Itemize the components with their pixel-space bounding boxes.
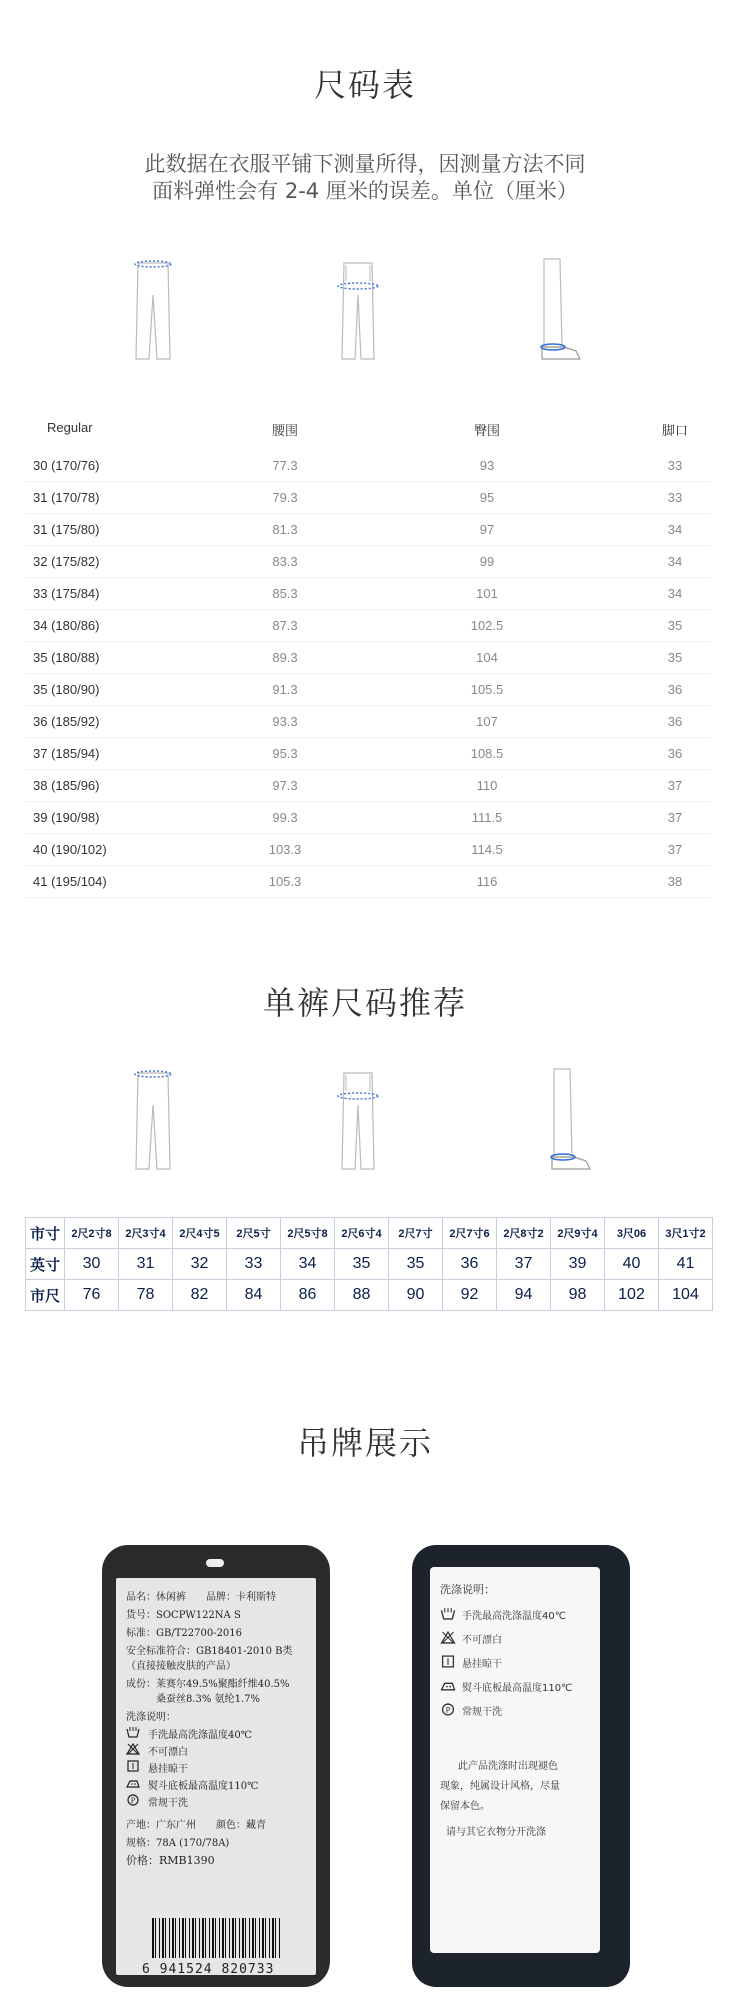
hip-cell: 93: [479, 458, 495, 473]
care-hang-dry-icon: [126, 1760, 140, 1772]
grid-cell: 2尺4寸5: [173, 1218, 227, 1249]
grid-cell: 2尺6寸4: [335, 1218, 389, 1249]
hem-cell: 34: [667, 586, 683, 601]
grid-cell: 33: [227, 1249, 281, 1280]
hip-cell: 108.5: [470, 746, 504, 761]
table-row: [25, 578, 710, 610]
trouser-hem-icon: [540, 1065, 610, 1173]
grid-cell: 2尺5寸: [227, 1218, 281, 1249]
hip-cell: 102.5: [470, 618, 504, 633]
waist-cell: 89.3: [272, 650, 298, 665]
grid-cell: 2尺3寸4: [119, 1218, 173, 1249]
care-line: 熨斗底板最高温度110℃: [148, 1781, 259, 1792]
size-chart-intro-1: 此数据在衣服平铺下测量所得，因测量方法不同: [144, 152, 586, 176]
tag-line: 品名：休闲裤 品牌：卡利斯特: [126, 1592, 276, 1603]
size-cell: 35 (180/90): [33, 682, 100, 697]
size-cell: 32 (175/82): [33, 554, 100, 569]
hem-cell: 38: [667, 874, 683, 889]
waist-cell: 85.3: [272, 586, 298, 601]
grid-cell: 2尺7寸: [389, 1218, 443, 1249]
waist-cell: 83.3: [272, 554, 298, 569]
tag-line: 产地：广东广州 颜色：藏青: [126, 1820, 266, 1831]
hip-cell: 116: [476, 874, 498, 889]
tag-line: 规格：78A (170/78A): [126, 1838, 230, 1849]
grid-cell: 2尺8寸2: [497, 1218, 551, 1249]
hem-cell: 37: [667, 810, 683, 825]
hem-cell: 35: [667, 618, 683, 633]
size-cell: 33 (175/84): [33, 586, 100, 601]
trouser-hem-icon: [530, 255, 600, 363]
table-row: [25, 482, 710, 514]
grid-cell: 92: [443, 1280, 497, 1311]
grid-cell: 37: [497, 1249, 551, 1280]
barcode-number: 6 941524 820733: [142, 1962, 275, 1977]
table-row: [25, 802, 710, 834]
size-chart-header-row: [25, 412, 710, 450]
hem-cell: 33: [667, 490, 683, 505]
hip-cell: 104: [476, 650, 498, 665]
care-hang-dry-icon: [440, 1655, 456, 1671]
grid-cell: 82: [173, 1280, 227, 1311]
care-line: 熨斗底板最高温度110℃: [462, 1683, 573, 1694]
size-cell: 41 (195/104): [33, 874, 107, 889]
trouser-waist-icon: [128, 1065, 178, 1173]
shi-chi-row: [26, 1280, 713, 1311]
care-no-bleach-icon: [126, 1743, 140, 1755]
tag-line: 安全标准符合：GB18401-2010 B类: [126, 1646, 293, 1657]
waist-cell: 79.3: [272, 490, 298, 505]
table-row: [25, 450, 710, 482]
trouser-hip-icon: [328, 1065, 388, 1173]
size-cell: 35 (180/88): [33, 650, 100, 665]
waist-cell: 105.3: [268, 874, 302, 889]
care-line: 悬挂晾干: [148, 1764, 188, 1775]
inch-row: [26, 1249, 713, 1280]
hem-cell: 36: [667, 746, 683, 761]
size-cell: 39 (190/98): [33, 810, 100, 825]
size-chart-title: 尺码表: [313, 66, 416, 104]
tag-line: 货号：SOCPW122NA S: [126, 1610, 241, 1621]
care-line: 常规干洗: [148, 1798, 188, 1809]
tag-line: 桑蚕丝8.3% 氨纶1.7%: [126, 1694, 260, 1705]
grid-cell: 35: [335, 1249, 389, 1280]
table-row: [25, 610, 710, 642]
tag-line: 洗涤说明：: [126, 1712, 176, 1723]
grid-cell: 35: [389, 1249, 443, 1280]
hip-cell: 114.5: [471, 842, 503, 857]
svg-text:P: P: [130, 1797, 136, 1805]
grid-cell: 2尺7寸6: [443, 1218, 497, 1249]
grid-cell: 39: [551, 1249, 605, 1280]
grid-cell: 2尺2寸8: [65, 1218, 119, 1249]
care-line: 手洗最高洗涤温度40℃: [462, 1611, 566, 1622]
grid-cell: 94: [497, 1280, 551, 1311]
grid-cell: 84: [227, 1280, 281, 1311]
care-iron-icon: [440, 1679, 456, 1695]
care-note: 保留本色。: [440, 1801, 490, 1812]
size-cell: 36 (185/92): [33, 714, 100, 729]
hem-cell: 37: [667, 778, 683, 793]
hem-cell: 34: [667, 522, 683, 537]
column-header-hem: 脚口: [661, 423, 688, 438]
tag-price: 价格：RMB1390: [126, 1854, 215, 1867]
care-label: [430, 1567, 600, 1953]
recommendation-title: 单裤尺码推荐: [262, 984, 467, 1022]
grid-cell: 36: [443, 1249, 497, 1280]
waist-cell: 81.3: [272, 522, 298, 537]
grid-cell: 32: [173, 1249, 227, 1280]
hip-cell: 97: [479, 522, 495, 537]
grid-cell: 31: [119, 1249, 173, 1280]
trouser-waist-icon: [128, 255, 178, 363]
row-label-shi-cun: 市寸: [26, 1218, 65, 1249]
care-wash-icon: [126, 1726, 140, 1738]
grid-cell: 3尺06: [605, 1218, 659, 1249]
tag-hole: [206, 1559, 224, 1567]
tag-line: （直接接触皮肤的产品）: [126, 1661, 236, 1672]
grid-cell: 90: [389, 1280, 443, 1311]
table-row: [25, 514, 710, 546]
tag-line: 成份：莱赛尔49.5%聚酯纤维40.5%: [126, 1679, 290, 1690]
grid-cell: 102: [605, 1280, 659, 1311]
row-label-shi-chi: 市尺: [26, 1280, 65, 1311]
grid-cell: 41: [659, 1249, 713, 1280]
table-row: [25, 706, 710, 738]
hem-cell: 34: [667, 554, 683, 569]
grid-cell: 30: [65, 1249, 119, 1280]
grid-cell: 2尺9寸4: [551, 1218, 605, 1249]
waist-cell: 77.3: [272, 458, 298, 473]
hem-cell: 36: [667, 682, 683, 697]
care-line: 手洗最高洗涤温度40℃: [148, 1730, 252, 1741]
hem-cell: 35: [667, 650, 683, 665]
grid-cell: 34: [281, 1249, 335, 1280]
care-line: 不可漂白: [462, 1635, 502, 1646]
care-iron-icon: [126, 1777, 140, 1789]
hangtag-back: [412, 1545, 630, 1987]
table-row: [25, 834, 710, 866]
row-label-inch: 英寸: [26, 1249, 65, 1280]
waist-cell: 99.3: [272, 810, 298, 825]
care-dry-clean-icon: [440, 1703, 456, 1719]
size-recommendation-grid: [25, 1217, 713, 1311]
hip-cell: 95: [479, 490, 495, 505]
waist-cell: 97.3: [272, 778, 298, 793]
size-cell: 31 (175/80): [33, 522, 100, 537]
hip-cell: 99: [479, 554, 495, 569]
grid-cell: 40: [605, 1249, 659, 1280]
column-header-waist: 腰围: [271, 423, 298, 438]
hip-cell: 107: [476, 714, 498, 729]
hip-cell: 101: [476, 586, 498, 601]
column-header-regular: Regular: [47, 420, 93, 435]
svg-text:P: P: [445, 1705, 451, 1715]
care-note: 请与其它衣物分开洗涤: [446, 1827, 546, 1838]
grid-cell: 104: [659, 1280, 713, 1311]
hip-cell: 110: [476, 778, 498, 793]
table-row: [25, 674, 710, 706]
table-row: [25, 642, 710, 674]
table-row: [25, 738, 710, 770]
grid-cell: 78: [119, 1280, 173, 1311]
size-chart-intro-2: 面料弹性会有 2-4 厘米的误差。单位（厘米）: [152, 179, 578, 203]
care-wash-icon: [440, 1607, 456, 1623]
care-note: 现象，纯属设计风格，尽量: [440, 1781, 560, 1792]
column-header-hip: 臀围: [473, 423, 500, 438]
size-cell: 38 (185/96): [33, 778, 100, 793]
size-cell: 30 (170/76): [33, 458, 100, 473]
hip-cell: 105.5: [470, 682, 504, 697]
size-cell: 34 (180/86): [33, 618, 100, 633]
waist-cell: 95.3: [272, 746, 298, 761]
table-row: [25, 866, 710, 898]
grid-cell: 86: [281, 1280, 335, 1311]
hip-cell: 111.5: [471, 810, 503, 825]
care-label-title: 洗涤说明：: [440, 1583, 495, 1596]
table-row: [25, 770, 710, 802]
hangtag-front: [102, 1545, 330, 1987]
waist-cell: 93.3: [272, 714, 298, 729]
size-cell: 37 (185/94): [33, 746, 100, 761]
care-line: 悬挂晾干: [462, 1659, 502, 1670]
care-note: 此产品洗涤时出现褪色: [458, 1761, 558, 1772]
trouser-hip-icon: [328, 255, 388, 363]
grid-cell: 98: [551, 1280, 605, 1311]
tag-line: 标准：GB/T22700-2016: [126, 1628, 243, 1639]
care-no-bleach-icon: [440, 1631, 456, 1647]
waist-cell: 87.3: [272, 618, 298, 633]
size-chart-table: [25, 412, 710, 898]
waist-cell: 91.3: [272, 682, 298, 697]
grid-cell: 76: [65, 1280, 119, 1311]
size-cell: 31 (170/78): [33, 490, 100, 505]
grid-cell: 88: [335, 1280, 389, 1311]
hangtag-front-card: [116, 1578, 316, 1975]
care-dry-clean-icon: [126, 1794, 140, 1806]
waist-cell: 103.3: [268, 842, 302, 857]
size-cell: 40 (190/102): [33, 842, 107, 857]
table-row: [25, 546, 710, 578]
shi-cun-row: [26, 1218, 713, 1249]
care-line: 常规干洗: [462, 1707, 502, 1718]
care-line: 不可漂白: [148, 1747, 188, 1758]
barcode: [152, 1918, 282, 1958]
grid-cell: 3尺1寸2: [659, 1218, 713, 1249]
hem-cell: 33: [667, 458, 683, 473]
hem-cell: 36: [667, 714, 683, 729]
hangtag-title: 吊牌展示: [296, 1424, 433, 1462]
hem-cell: 37: [667, 842, 683, 857]
grid-cell: 2尺5寸8: [281, 1218, 335, 1249]
